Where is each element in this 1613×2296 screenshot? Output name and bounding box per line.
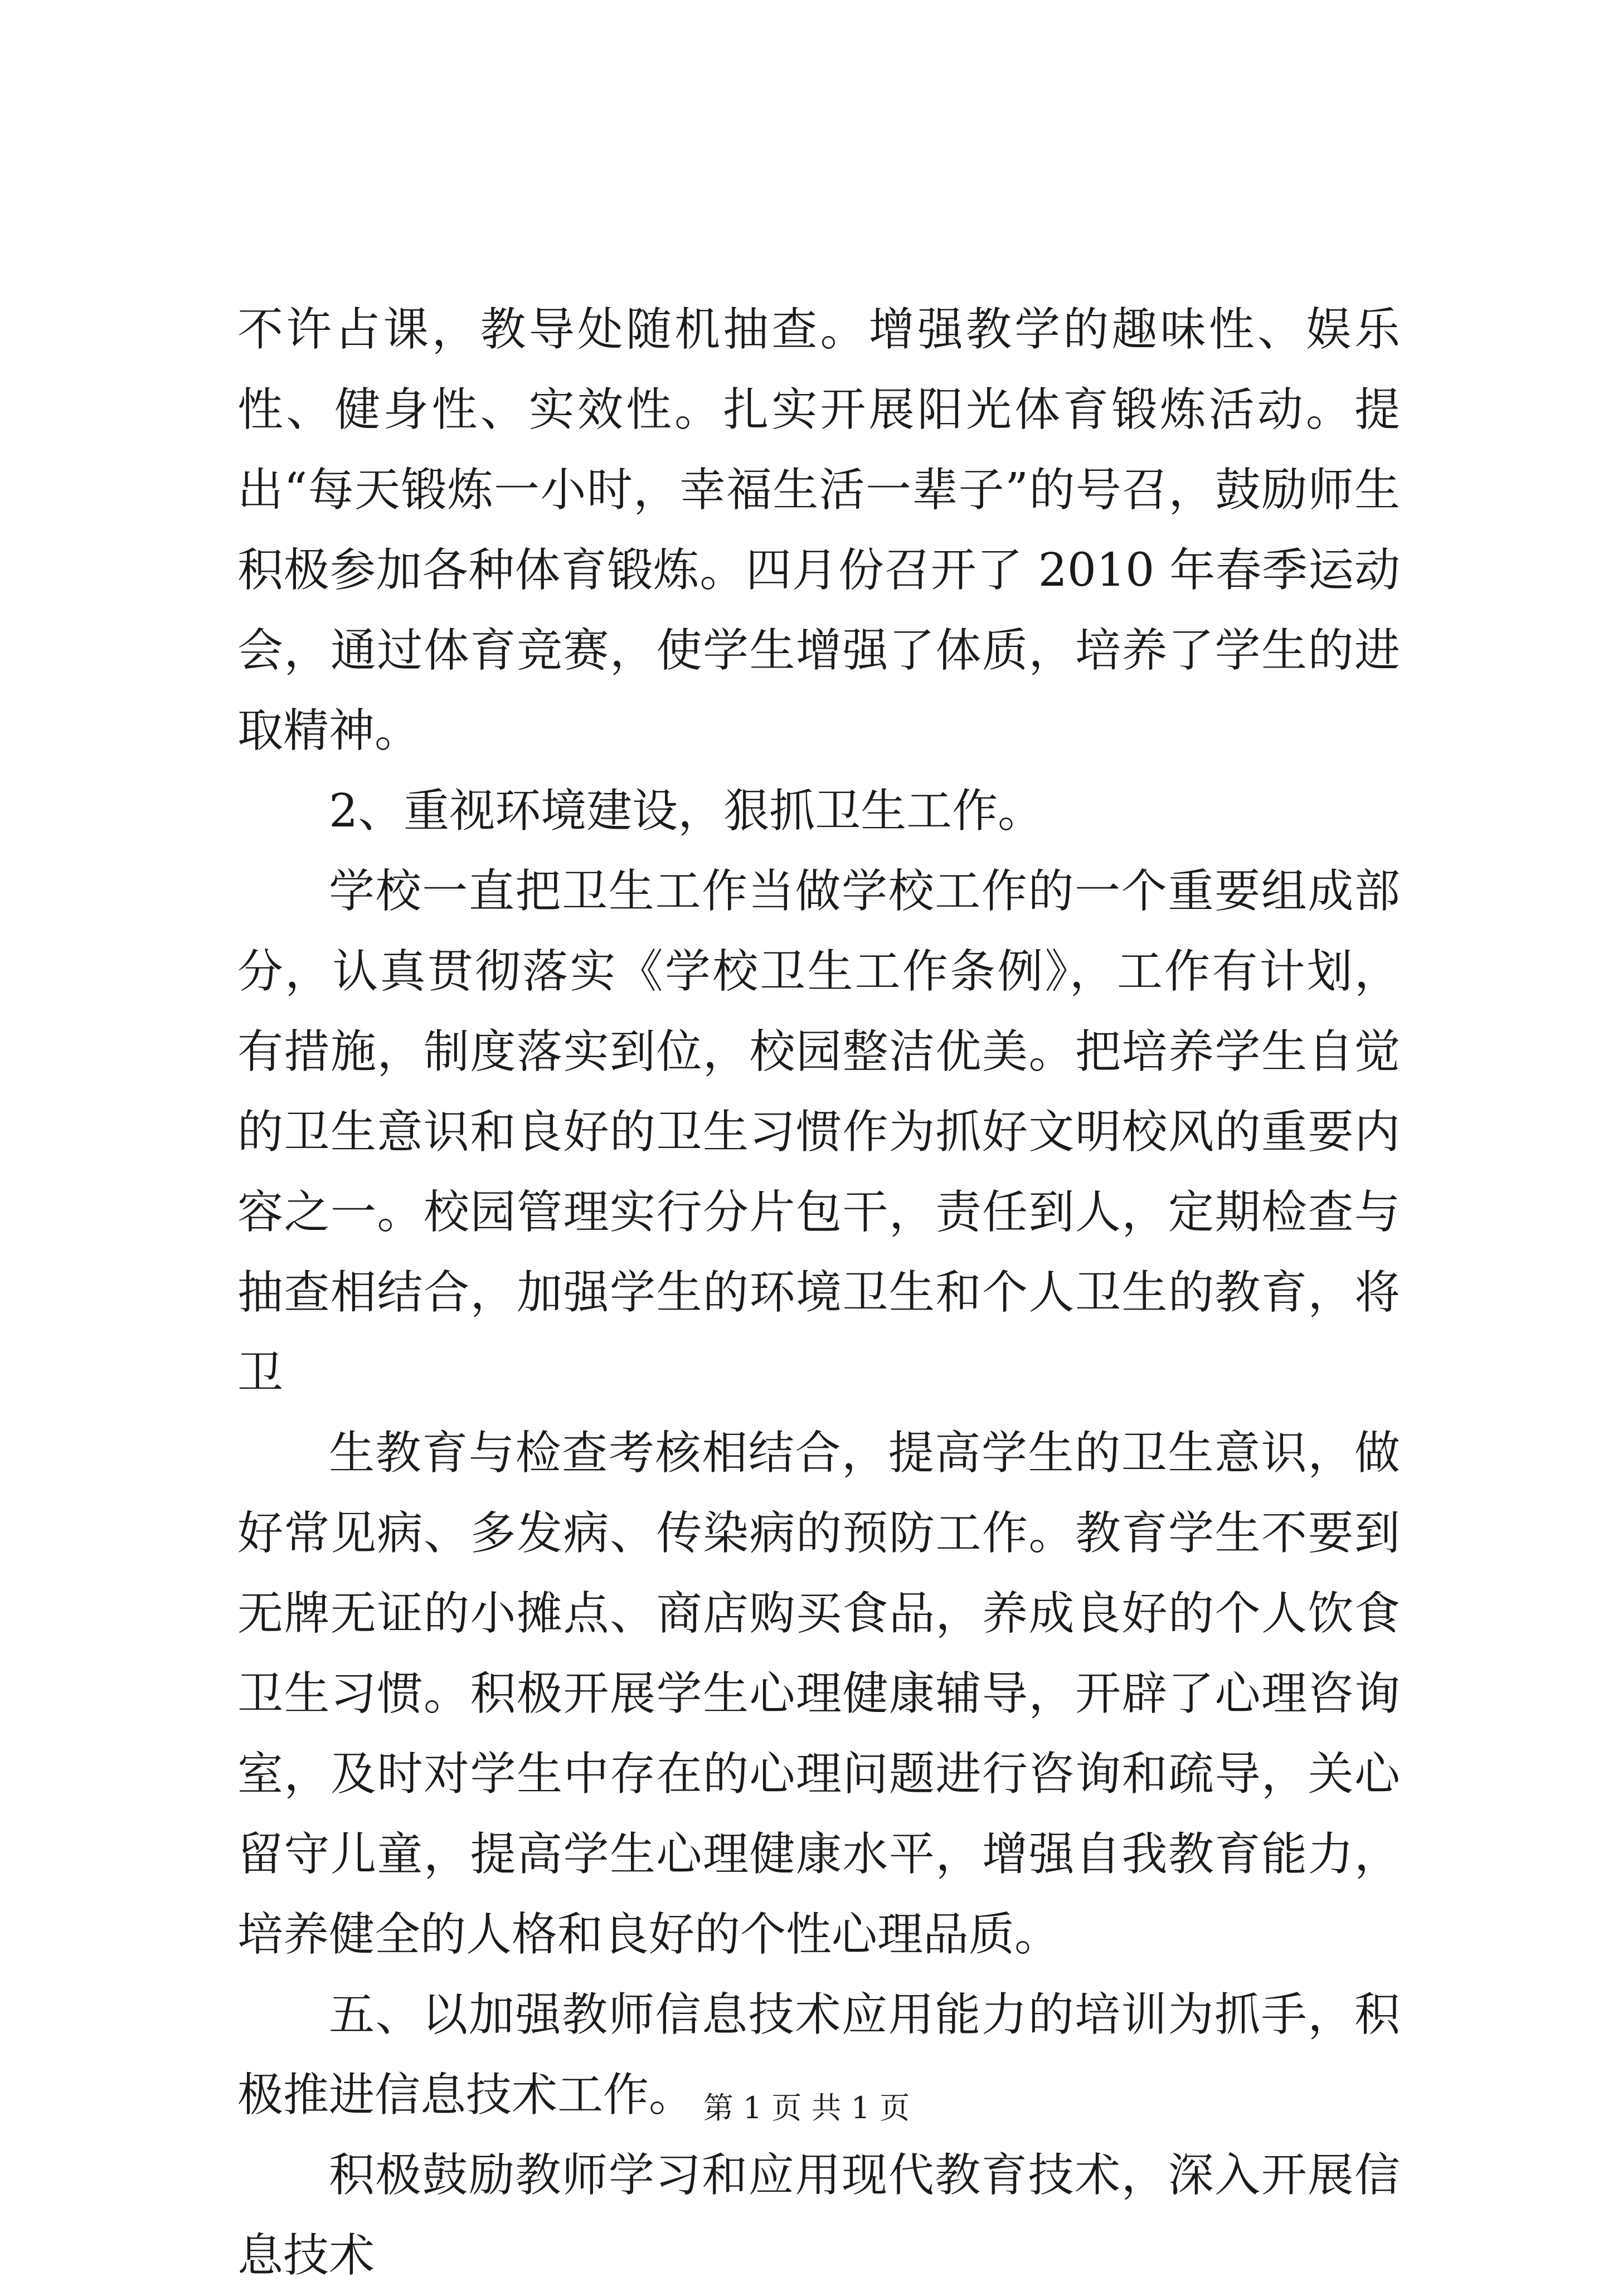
paragraph-pe-class-continuation: 不许占课，教导处随机抽查。增强教学的趣味性、娱乐性、健身性、实效性。扎实开展阳光体育锻炼活动。提出“每天锻炼一小时，幸福生活一辈子”的号召，鼓励师生积极参加各种体育锻炼。四月份召开了 2010 年春季运动会，通过体育竞赛，使学生增强了体质，培养了学生的进取精神。 (237, 303, 1400, 757)
paragraph-info-tech: 积极鼓励教师学习和应用现代教育技术，深入开展信息技术 (237, 2149, 1400, 2282)
document-body (237, 290, 1400, 2296)
section-heading-hygiene: 2、重视环境建设，狠抓卫生工作。 (329, 785, 1044, 838)
section-heading-info-tech: 五、以加强教师信息技术应用能力的培训为抓手，积极推进信息技术工作。 (237, 1988, 1400, 2122)
paragraph-hygiene-work: 学校一直把卫生工作当做学校工作的一个重要组成部分，认真贯彻落实《学校卫生工作条例》，工作有计划，有措施，制度落实到位，校园整洁优美。把培养学生自觉的卫生意识和良好的卫生习惯作为抓好文明校风的重要内容之一。校园管理实行分片包干，责任到人，定期检查与抽查相结合，加强学生的环境卫生和个人卫生的教育，将卫 (237, 865, 1400, 1399)
page-footer: 第 1 页 共 1 页 (703, 2090, 910, 2125)
paragraph-health-education: 生教育与检查考核相结合，提高学生的卫生意识，做好常见病、多发病、传染病的预防工作。教育学生不要到无牌无证的小摊点、商店购买食品，养成良好的个人饮食卫生习惯。积极开展学生心理健康辅导，开辟了心理咨询室，及时对学生中存在的心理问题进行咨询和疏导，关心留守儿童，提高学生心理健康水平，增强自我教育能力，培养健全的人格和良好的个性心理品质。 (237, 1427, 1400, 1961)
